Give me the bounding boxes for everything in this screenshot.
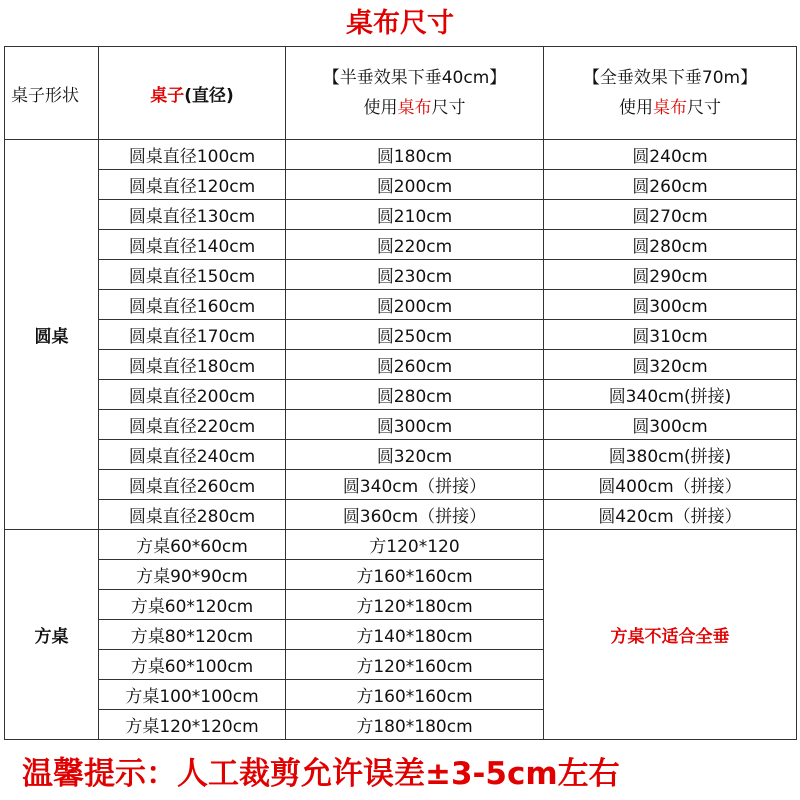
table-size-cell: 圆桌直径200cm xyxy=(99,380,286,410)
full-drop-cell: 圆300cm xyxy=(544,410,797,440)
table-size-cell: 圆桌直径150cm xyxy=(99,260,286,290)
table-size-cell: 方桌60*100cm xyxy=(99,650,286,680)
half-drop-cell: 圆280cm xyxy=(286,380,544,410)
tip-note: 温馨提示：人工裁剪允许误差±3-5cm左右 xyxy=(22,756,620,792)
shape-header: 桌子形状 xyxy=(5,47,99,140)
full-drop-cell: 圆270cm xyxy=(544,200,797,230)
full-drop-cell: 圆310cm xyxy=(544,320,797,350)
half-drop-cell: 方120*180cm xyxy=(286,590,544,620)
tablecloth-size-table xyxy=(4,46,797,740)
table-row xyxy=(5,230,797,260)
half-drop-header-line1: 【半垂效果下垂40cm】 xyxy=(322,68,507,88)
round-group-label: 圆桌 xyxy=(5,140,99,530)
half-drop-cell: 圆230cm xyxy=(286,260,544,290)
table-size-cell: 圆桌直径100cm xyxy=(99,140,286,170)
full-drop-header-line2: 使用桌布尺寸 xyxy=(619,98,721,118)
table-size-cell: 方桌100*100cm xyxy=(99,680,286,710)
half-drop-cell: 方120*120 xyxy=(286,530,544,560)
half-drop-cell: 圆300cm xyxy=(286,410,544,440)
table-row xyxy=(5,350,797,380)
table-size-cell: 方桌120*120cm xyxy=(99,710,286,740)
table-size-cell: 圆桌直径240cm xyxy=(99,440,286,470)
half-drop-cell: 圆210cm xyxy=(286,200,544,230)
full-drop-cell: 圆380cm(拼接) xyxy=(544,440,797,470)
half-drop-cell: 圆340cm（拼接） xyxy=(286,470,544,500)
full-drop-header xyxy=(544,47,797,140)
table-size-cell: 圆桌直径140cm xyxy=(99,230,286,260)
table-row xyxy=(5,200,797,230)
table-size-cell: 圆桌直径130cm xyxy=(99,200,286,230)
full-drop-cell: 圆280cm xyxy=(544,230,797,260)
half-drop-header xyxy=(286,47,544,140)
table-size-cell: 方桌60*60cm xyxy=(99,530,286,560)
table-header-black: (直径) xyxy=(184,85,234,106)
table-size-cell: 圆桌直径160cm xyxy=(99,290,286,320)
half-drop-cell: 圆200cm xyxy=(286,290,544,320)
half-drop-cell: 圆180cm xyxy=(286,140,544,170)
table-row xyxy=(5,170,797,200)
full-drop-cell: 圆320cm xyxy=(544,350,797,380)
half-drop-cell: 方180*180cm xyxy=(286,710,544,740)
half-drop-cell: 圆250cm xyxy=(286,320,544,350)
half-drop-cell: 圆360cm（拼接） xyxy=(286,500,544,530)
table-row xyxy=(5,320,797,350)
half-drop-cell: 方160*160cm xyxy=(286,680,544,710)
half-drop-cell: 圆220cm xyxy=(286,230,544,260)
half-drop-cell: 方140*180cm xyxy=(286,620,544,650)
full-drop-header-line1: 【全垂效果下垂70m】 xyxy=(582,68,758,88)
table-size-cell: 方桌60*120cm xyxy=(99,590,286,620)
header-row xyxy=(5,47,797,140)
table-size-cell: 圆桌直径260cm xyxy=(99,470,286,500)
table-row xyxy=(5,470,797,500)
table-size-cell: 方桌90*90cm xyxy=(99,560,286,590)
table-row xyxy=(5,440,797,470)
half-drop-cell: 方160*160cm xyxy=(286,560,544,590)
half-drop-header-line2: 使用桌布尺寸 xyxy=(363,98,466,118)
table-row xyxy=(5,140,797,170)
table-size-cell: 圆桌直径280cm xyxy=(99,500,286,530)
table-row xyxy=(5,500,797,530)
half-drop-cell: 方120*160cm xyxy=(286,650,544,680)
table-size-cell: 圆桌直径180cm xyxy=(99,350,286,380)
full-drop-cell: 圆290cm xyxy=(544,260,797,290)
half-drop-cell: 圆260cm xyxy=(286,350,544,380)
full-drop-cell: 圆300cm xyxy=(544,290,797,320)
full-drop-cell: 圆260cm xyxy=(544,170,797,200)
half-drop-cell: 圆200cm xyxy=(286,170,544,200)
table-size-cell: 圆桌直径120cm xyxy=(99,170,286,200)
half-drop-cell: 圆320cm xyxy=(286,440,544,470)
table-row xyxy=(5,260,797,290)
square-group-label: 方桌 xyxy=(5,530,99,740)
table-header-red: 桌子 xyxy=(150,85,185,106)
table-row xyxy=(5,530,797,560)
full-drop-cell: 圆240cm xyxy=(544,140,797,170)
full-drop-cell: 圆340cm(拼接) xyxy=(544,380,797,410)
table-size-header xyxy=(99,47,286,140)
table-row xyxy=(5,410,797,440)
page-title: 桌布尺寸 xyxy=(346,8,454,39)
table-size-cell: 圆桌直径220cm xyxy=(99,410,286,440)
table-row xyxy=(5,290,797,320)
table-row xyxy=(5,380,797,410)
square-full-drop-note: 方桌不适合全垂 xyxy=(544,530,797,740)
full-drop-cell: 圆400cm（拼接） xyxy=(544,470,797,500)
table-size-cell: 方桌80*120cm xyxy=(99,620,286,650)
table-size-cell: 圆桌直径170cm xyxy=(99,320,286,350)
full-drop-cell: 圆420cm（拼接） xyxy=(544,500,797,530)
